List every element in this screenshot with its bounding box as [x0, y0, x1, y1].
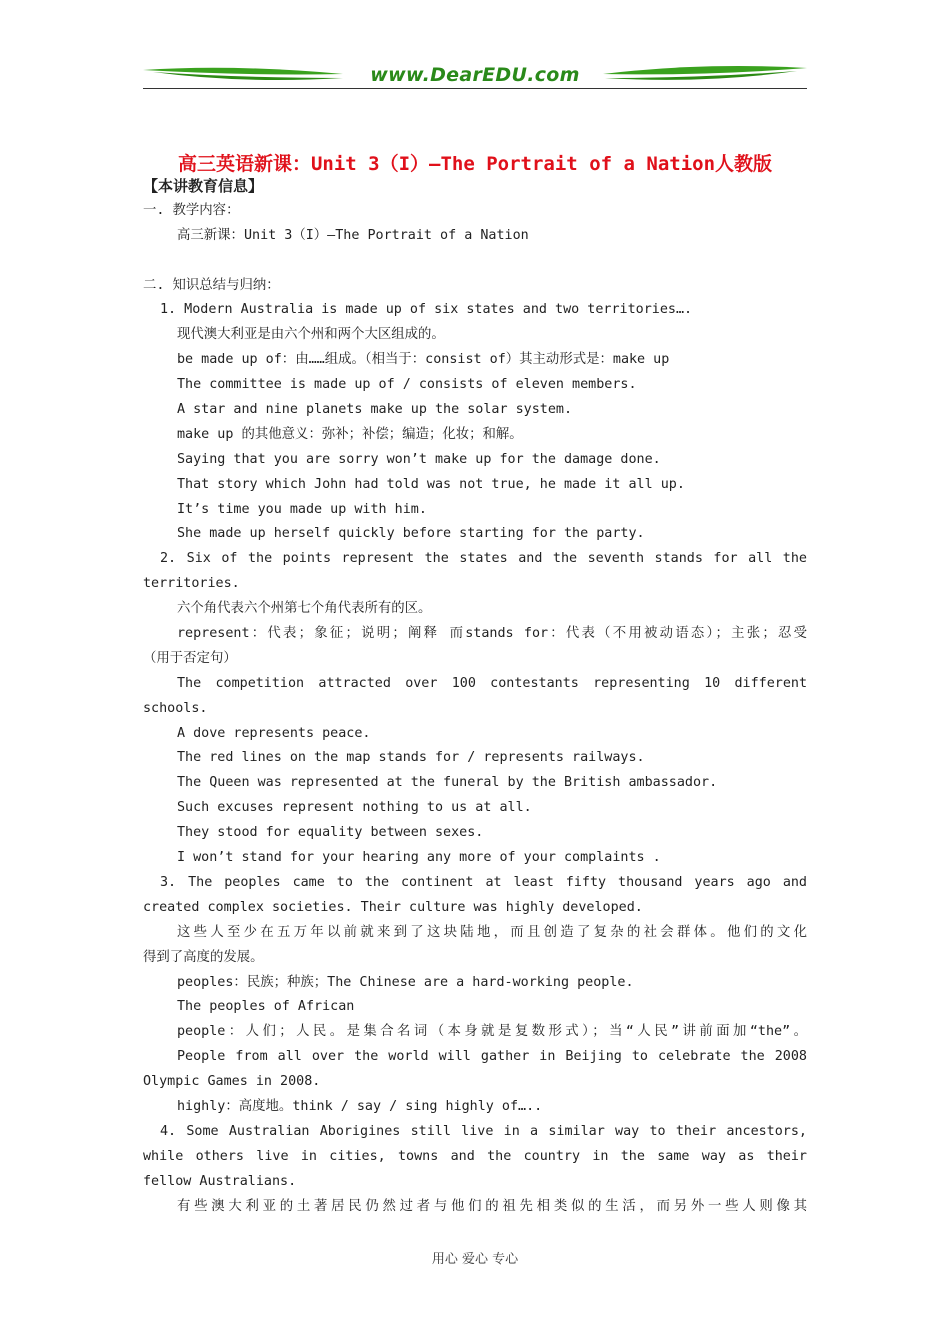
paragraph-line: people：人们；人民。是集合名词（本身就是复数形式）；当“人民”讲前面加“the”。 — [177, 1024, 807, 1040]
paragraph-line: They stood for equality between sexes. — [177, 825, 484, 841]
paragraph-line: She made up herself quickly before starting for the party. — [177, 526, 645, 542]
document-body — [143, 174, 807, 1219]
paragraph-line: highly：高度地。think / say / sing highly of….. — [177, 1098, 543, 1114]
paragraph-line: make up 的其他意义：弥补；补偿；编造；化妆；和解。 — [177, 426, 523, 442]
paragraph-line: 这些人至少在五万年以前就来到了这块陆地，而且创造了复杂的社会群体。他们的文化 — [177, 924, 807, 940]
paragraph-line: territories. — [143, 576, 240, 592]
paragraph-line: The competition attracted over 100 contestants representing 10 different — [177, 675, 807, 691]
paragraph-line: The Queen was represented at the funeral by the British ambassador. — [177, 775, 718, 791]
paragraph-line: 现代澳大利亚是由六个州和两个大区组成的。 — [177, 327, 445, 343]
paragraph-line: fellow Australians. — [143, 1173, 297, 1189]
section-heading: 一. 教学内容： — [143, 202, 240, 218]
paragraph-line: The committee is made up of / consists of eleven members. — [177, 377, 637, 393]
header-rule — [143, 88, 807, 89]
paragraph-line: A dove represents peace. — [177, 725, 371, 741]
paragraph-line: 高三新课：Unit 3（I）—The Portrait of a Nation — [177, 227, 529, 243]
paragraph-line: I won’t stand for your hearing any more of your complaints . — [177, 850, 661, 866]
paragraph-line: It’s time you made up with him. — [177, 501, 427, 517]
paragraph-line: People from all over the world will gather in Beijing to celebrate the 2008 — [177, 1049, 807, 1065]
blank-line — [143, 249, 807, 274]
paragraph-line: created complex societies. Their culture was highly developed. — [143, 899, 643, 915]
paragraph-line: 得到了高度的发展。 — [143, 949, 264, 965]
paragraph-line: That story which John had told was not true, he made it all up. — [177, 476, 685, 492]
paragraph-line: A star and nine planets make up the solar system. — [177, 402, 573, 418]
section-heading: 二. 知识总结与归纳： — [143, 277, 280, 293]
paragraph-line: Such excuses represent nothing to us at all. — [177, 800, 532, 816]
paragraph-line: Olympic Games in 2008. — [143, 1074, 321, 1090]
paragraph-line: schools. — [143, 700, 208, 716]
paragraph-line: Saying that you are sorry won’t make up for the damage done. — [177, 451, 661, 467]
section-heading: 【本讲教育信息】 — [143, 177, 264, 195]
paragraph-line: peoples：民族；种族；The Chinese are a hard-working people. — [177, 974, 634, 990]
paragraph-line: be made up of：由……组成。（相当于：consist of）其主动形式是：make up — [177, 352, 670, 368]
paragraph-line: The red lines on the map stands for / represents railways. — [177, 750, 645, 766]
paragraph-line: while others live in cities, towns and the country in the same way as their — [143, 1148, 807, 1164]
page-footer: 用心 爱心 专心 — [431, 1252, 519, 1267]
item-line: 4. Some Australian Aborigines still live in a similar way to their ancestors, — [160, 1123, 807, 1139]
item-line: 3. The peoples came to the continent at least fifty thousand years ago and — [160, 874, 807, 890]
paragraph-line: represent：代表；象征；说明；阐释 而stands for：代表（不用被动语态）；主张；忍受 — [177, 626, 807, 642]
paragraph-line: （用于否定句） — [143, 650, 237, 666]
page-title: 高三英语新课：Unit 3（I）—The Portrait of a Nation人教版 — [177, 153, 773, 175]
site-logo[interactable]: www.DearEDU.com — [370, 64, 580, 86]
paragraph-line: The peoples of African — [177, 999, 355, 1015]
item-line: 1. Modern Australia is made up of six states and two territories…. — [160, 302, 693, 318]
paragraph-line: 六个角代表六个州第七个角代表所有的区。 — [177, 601, 432, 617]
item-line: 2. Six of the points represent the states and the seventh stands for all the — [160, 551, 807, 567]
paragraph-line: 有些澳大利亚的土著居民仍然过者与他们的祖先相类似的生活，而另外一些人则像其 — [177, 1198, 807, 1214]
